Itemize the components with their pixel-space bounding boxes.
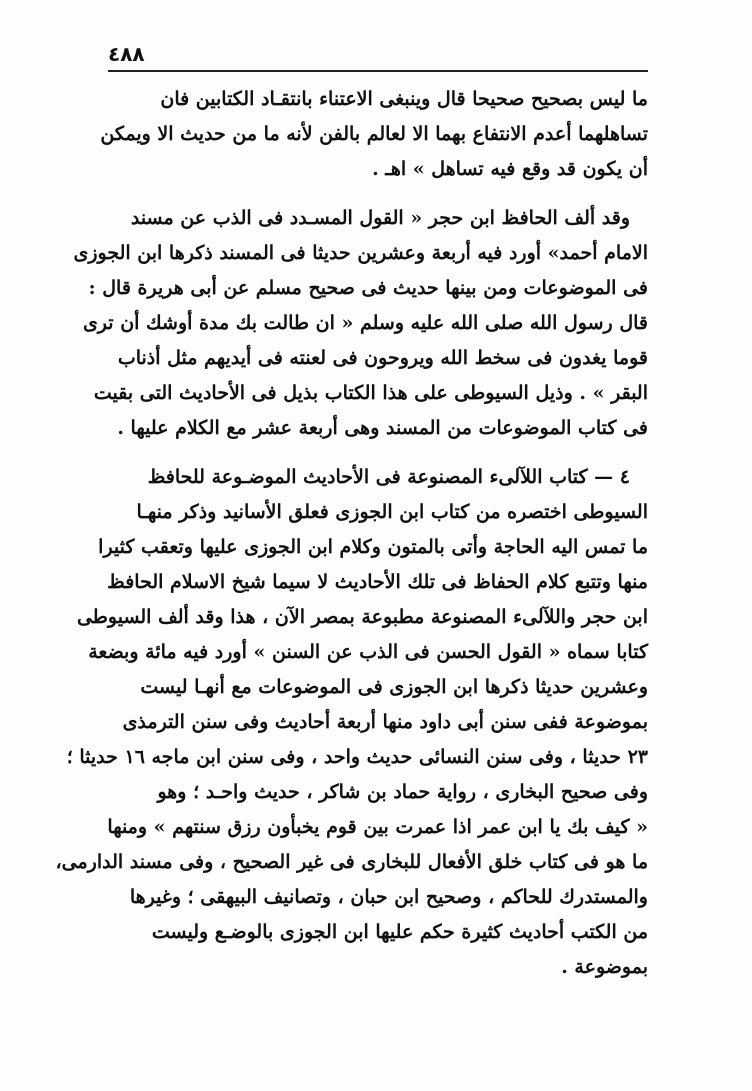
text-line: وفى صحيح البخارى ، رواية حماد بن شاكر ، حديث واحـد ؛ وهو bbox=[157, 781, 648, 803]
text-line: وقد ألف الحافظ ابن حجر « القول المسـدد فى الذب عن مسند bbox=[130, 207, 630, 229]
text-line: ٤ — كتاب اللآلىء المصنوعة فى الأحاديث الموضـوعة للحافظ bbox=[147, 466, 630, 488]
text-line: « كيف بك يا ابن عمر اذا عمرت بين قوم يخبأون رزق سنتهم » ومنها bbox=[107, 816, 648, 838]
paragraph-1 bbox=[100, 82, 648, 187]
page-body bbox=[55, 82, 648, 999]
header-rule bbox=[108, 70, 648, 72]
text-line: ما ليس بصحيح صحيحا قال وينبغى الاعتناء بانتقـاد الكتابين فان bbox=[160, 88, 648, 110]
text-line: والمستدرك للحاكم ، وصحيح ابن حبان ، وتصانيف البيهقى ؛ وغيرها bbox=[129, 886, 648, 908]
text-line: كتابا سماه « القول الحسن فى الذب عن السنن » أورد فيه مائة وبضعة bbox=[88, 641, 648, 663]
paragraph-3 bbox=[55, 460, 648, 985]
text-line: تساهلهما أعدم الانتفاع بهما الا لعالم بالفن لأنه ما من حديث الا ويمكن bbox=[100, 123, 648, 145]
text-line: منها وتتبع كلام الحفاظ فى تلك الأحاديث لا سيما شيخ الاسلام الحافظ bbox=[107, 571, 648, 593]
text-line: فى الموضوعات ومن بينها حديث فى صحيح مسلم عن أبى هريرة قال : bbox=[88, 277, 648, 299]
text-line: ما تمس اليه الحاجة وأتى بالمتون وكلام ابن الجوزى عليها وتعقب كثيرا bbox=[98, 536, 648, 558]
text-line: وعشرين حديثا ذكرها ابن الجوزى فى الموضوعات مع أنهـا ليست bbox=[140, 676, 648, 698]
text-line: بموضوعة . bbox=[561, 956, 648, 978]
text-line: فى كتاب الموضوعات من المسند وهى أربعة عشر مع الكلام عليها . bbox=[117, 417, 648, 439]
text-line: الامام أحمد» أورد فيه أربعة وعشرين حديثا فى المسند ذكرها ابن الجوزى bbox=[73, 242, 648, 264]
text-line: ما هو فى كتاب خلق الأفعال للبخارى فى غير الصحيح ، وفى مسند الدارمى، bbox=[55, 851, 648, 873]
text-line: السيوطى اختصره من كتاب ابن الجوزى فعلق الأسانيد وذكر منهـا bbox=[136, 501, 648, 523]
page-number: ٤٨٨ bbox=[108, 42, 145, 66]
text-line: ابن حجر واللآلىء المصنوعة مطبوعة بمصر الآن ، هذا وقد ألف السيوطى bbox=[76, 606, 648, 628]
text-line: من الكتب أحاديث كثيرة حكم عليها ابن الجوزى بالوضـع وليست bbox=[151, 921, 648, 943]
text-line: بموضوعة ففى سنن أبى داود منها أربعة أحاديث وفى سنن الترمذى bbox=[122, 711, 648, 733]
text-line: البقر » . وذيل السيوطى على هذا الكتاب بذيل فى الأحاديث التى بقيت bbox=[93, 382, 648, 404]
page-header bbox=[108, 34, 648, 74]
text-line: ٢٣ حديثا ، وفى سنن النسائى حديث واحد ، وفى سنن ابن ماجه ١٦ حديثا ؛ bbox=[66, 746, 648, 768]
text-line: قوما يغدون فى سخط الله ويروحون فى لعنته فى أيديهم مثل أذناب bbox=[117, 347, 648, 369]
text-line: أن يكون قد وقع فيه تساهل » اهـ . bbox=[372, 158, 648, 180]
text-line: قال رسول الله صلى الله عليه وسلم « ان طالت بك مدة أوشك أن ترى bbox=[82, 312, 648, 334]
paragraph-2 bbox=[73, 201, 648, 446]
